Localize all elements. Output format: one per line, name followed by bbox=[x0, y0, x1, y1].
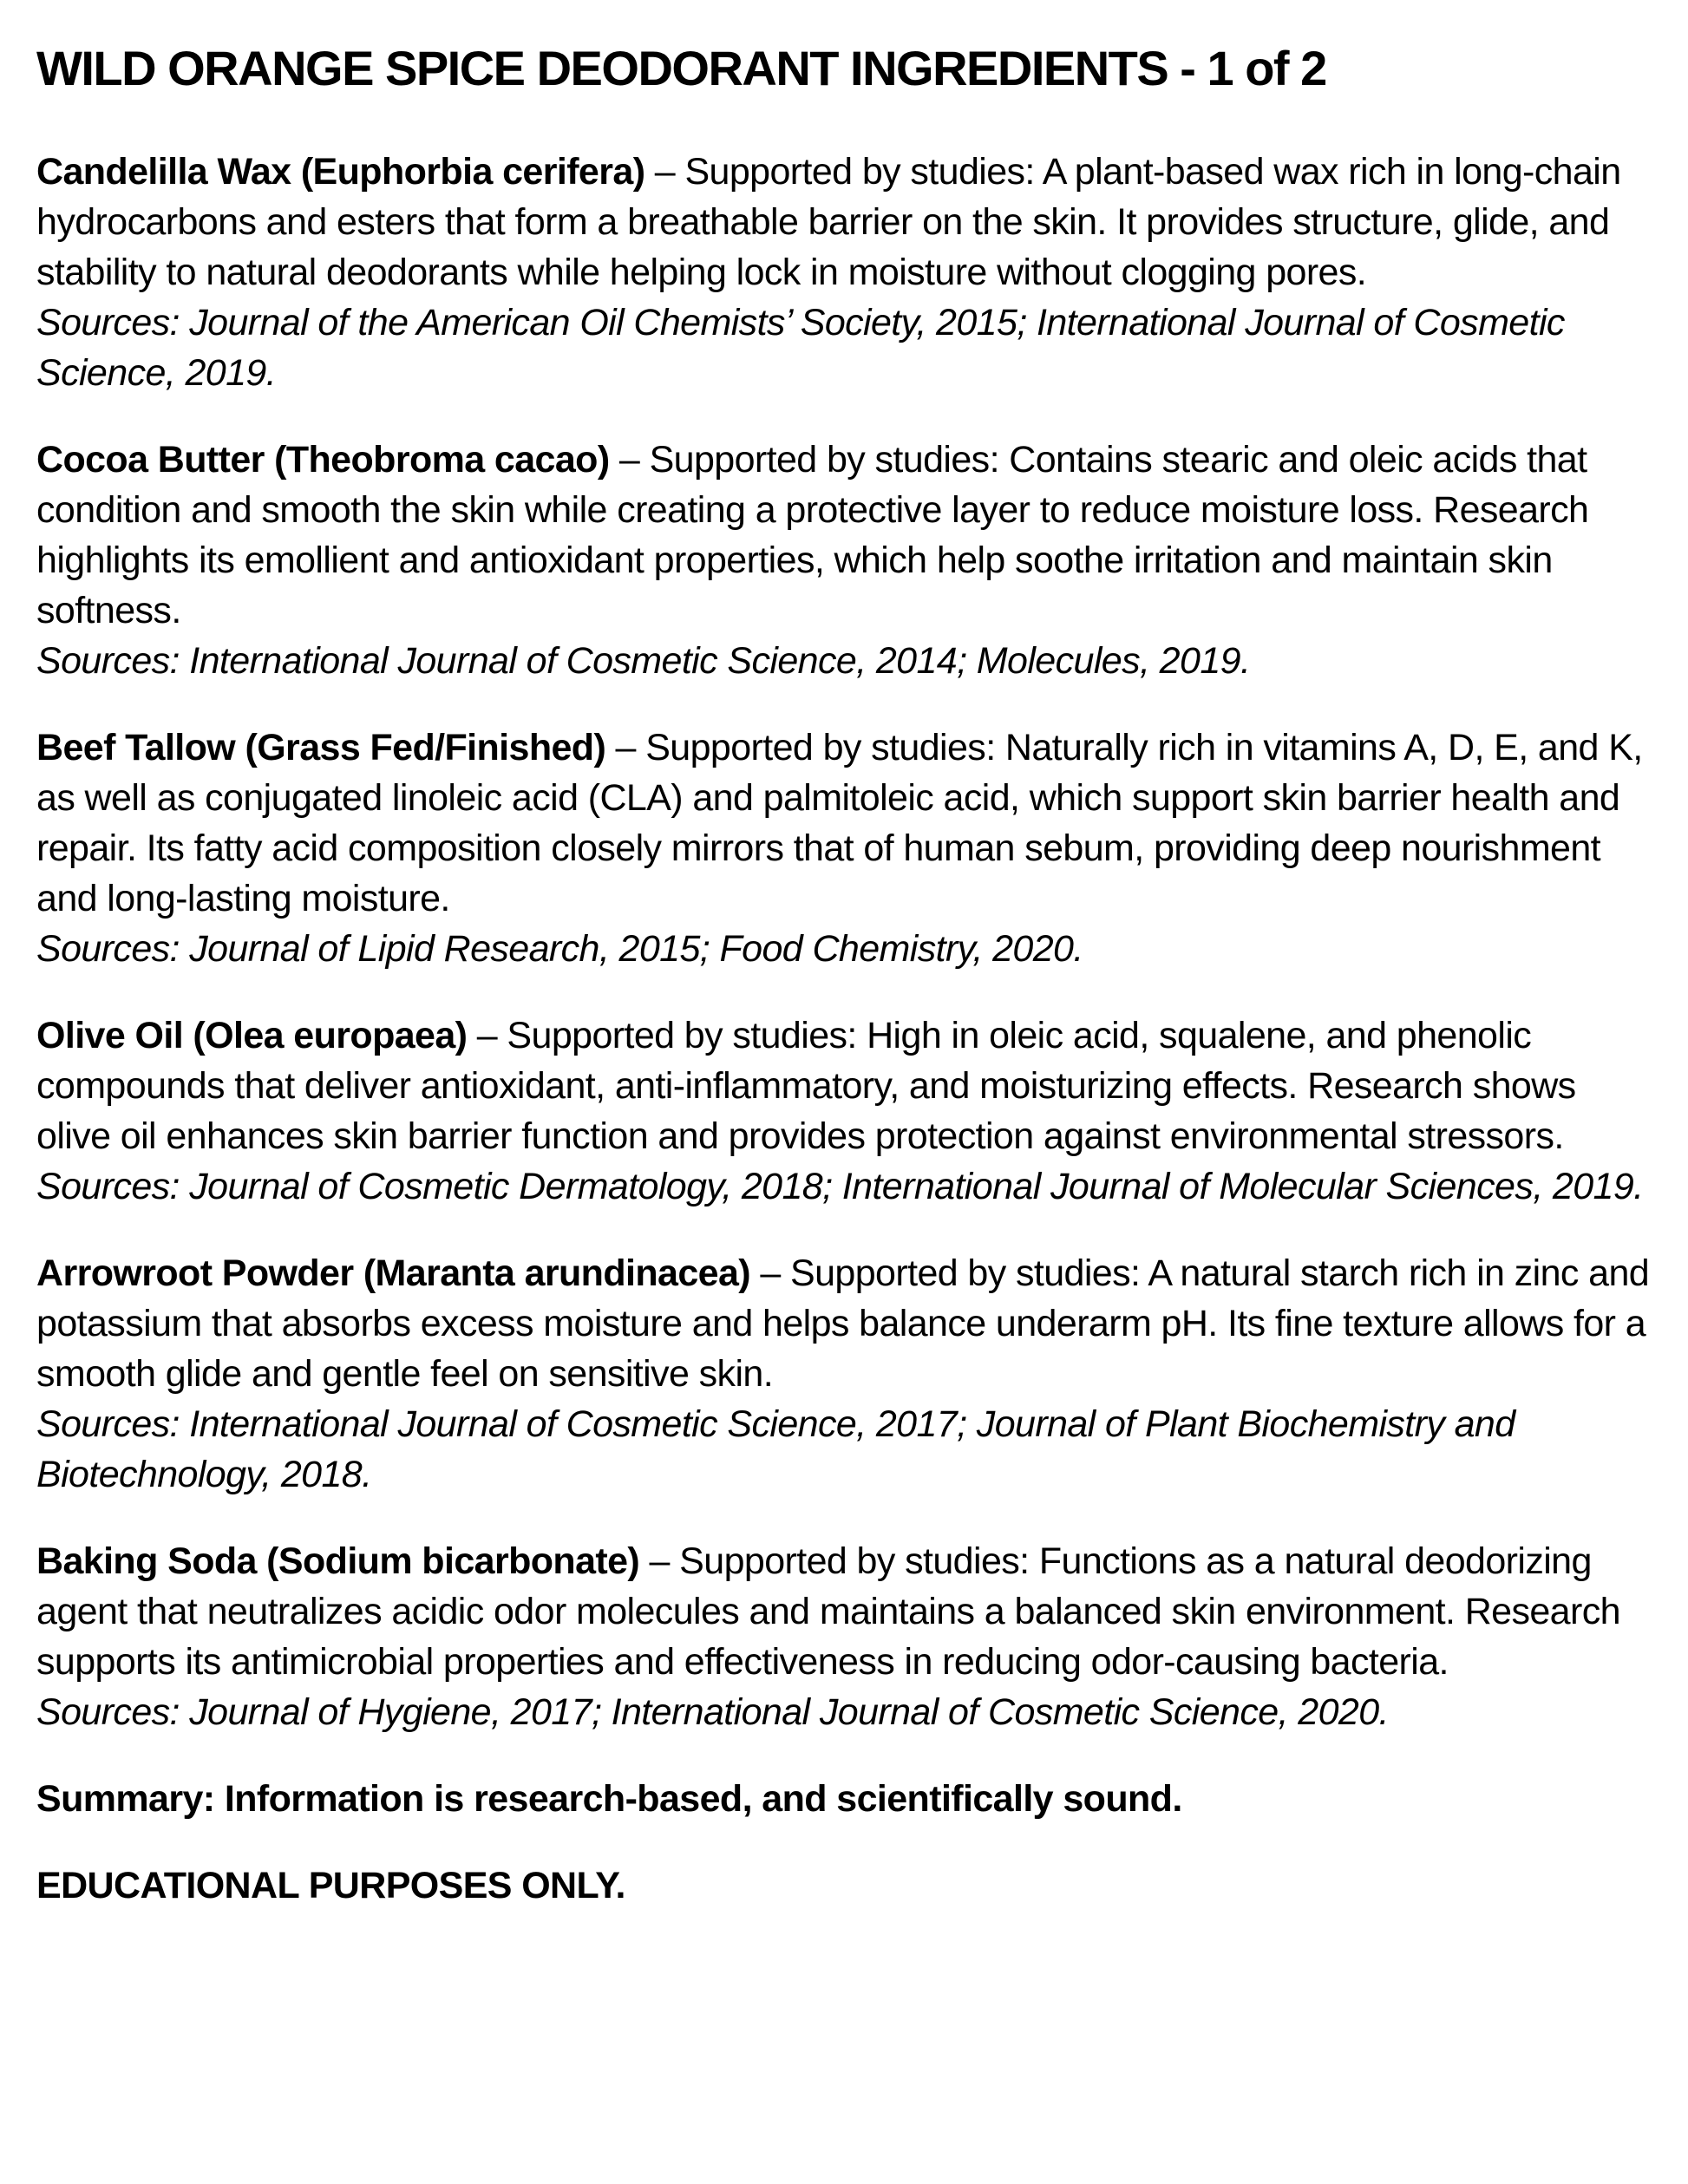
ingredient-description: – Supported by studies: A plant-based wax rich in long-chain hydrocarbons and esters that form a breathable barrier on the skin. It provides structure, glide, and stability to natural deodorants while helping lock in moisture without clogging pores. bbox=[36, 150, 1621, 293]
ingredient-paragraph bbox=[36, 147, 1652, 298]
ingredient-sources: Sources: Journal of Cosmetic Dermatology, 2018; International Journal of Molecular Sciences, 2019. bbox=[36, 1165, 1644, 1207]
ingredient-description: – Supported by studies: Naturally rich in vitamins A, D, E, and K, as well as conjugated linoleic acid (CLA) and palmitoleic acid, which support skin barrier health and repair. Its fatty acid composition closely mirrors that of human sebum, providing deep nourishment and long-lasting moisture. bbox=[36, 726, 1643, 919]
ingredient-sources: Sources: International Journal of Cosmetic Science, 2014; Molecules, 2019. bbox=[36, 639, 1251, 682]
ingredient-paragraph bbox=[36, 1010, 1652, 1161]
ingredient-sources: Sources: Journal of the American Oil Chemists’ Society, 2015; International Journal of Cosmetic Science, 2019. bbox=[36, 301, 1565, 394]
ingredient-description: – Supported by studies: A natural starch rich in zinc and potassium that absorbs excess moisture and helps balance underarm pH. Its fine texture allows for a smooth glide and gentle feel on sensitive skin. bbox=[36, 1252, 1650, 1395]
ingredient-name: Cocoa Butter (Theobroma cacao) bbox=[36, 438, 610, 481]
ingredient-entry-arrowroot-powder bbox=[36, 1248, 1652, 1500]
summary-line: Summary: Information is research-based, and scientifically sound. bbox=[36, 1777, 1182, 1820]
ingredient-sources: Sources: Journal of Hygiene, 2017; International Journal of Cosmetic Science, 2020. bbox=[36, 1690, 1389, 1733]
ingredient-description: – Supported by studies: Contains stearic and oleic acids that condition and smooth the skin while creating a protective layer to reduce moisture loss. Research highlights its emollient and antioxidant properties, which help soothe irritation and maintain skin softness. bbox=[36, 438, 1589, 631]
ingredient-sources: Sources: Journal of Lipid Research, 2015; Food Chemistry, 2020. bbox=[36, 927, 1083, 970]
ingredient-paragraph bbox=[36, 723, 1652, 924]
ingredient-name: Arrowroot Powder (Maranta arundinacea) bbox=[36, 1252, 751, 1294]
ingredient-paragraph bbox=[36, 1248, 1652, 1399]
ingredient-entry-cocoa-butter bbox=[36, 435, 1652, 686]
ingredient-paragraph bbox=[36, 1536, 1652, 1687]
ingredient-entry-olive-oil bbox=[36, 1010, 1652, 1212]
ingredient-sources: Sources: International Journal of Cosmetic Science, 2017; Journal of Plant Biochemistry and Biotechnology, 2018. bbox=[36, 1403, 1515, 1495]
ingredient-entry-candelilla-wax bbox=[36, 147, 1652, 398]
ingredient-name: Baking Soda (Sodium bicarbonate) bbox=[36, 1540, 640, 1582]
page-title: WILD ORANGE SPICE DEODORANT INGREDIENTS - 1 of 2 bbox=[36, 41, 1326, 95]
disclaimer-line: EDUCATIONAL PURPOSES ONLY. bbox=[36, 1864, 625, 1906]
ingredient-description: – Supported by studies: High in oleic acid, squalene, and phenolic compounds that deliver antioxidant, anti-inflammatory, and moisturizing effects. Research shows olive oil enhances skin barrier function and provides protection against environmental stressors. bbox=[36, 1014, 1576, 1157]
ingredient-paragraph bbox=[36, 435, 1652, 636]
ingredient-name: Olive Oil (Olea europaea) bbox=[36, 1014, 468, 1056]
ingredient-entry-baking-soda bbox=[36, 1536, 1652, 1737]
ingredient-description: – Supported by studies: Functions as a natural deodorizing agent that neutralizes acidic odor molecules and maintains a balanced skin environment. Research supports its antimicrobial properties and effectiveness in reducing odor-causing bacteria. bbox=[36, 1540, 1620, 1683]
ingredient-name: Candelilla Wax (Euphorbia cerifera) bbox=[36, 150, 645, 193]
ingredient-entry-beef-tallow bbox=[36, 723, 1652, 974]
ingredient-name: Beef Tallow (Grass Fed/Finished) bbox=[36, 726, 606, 768]
